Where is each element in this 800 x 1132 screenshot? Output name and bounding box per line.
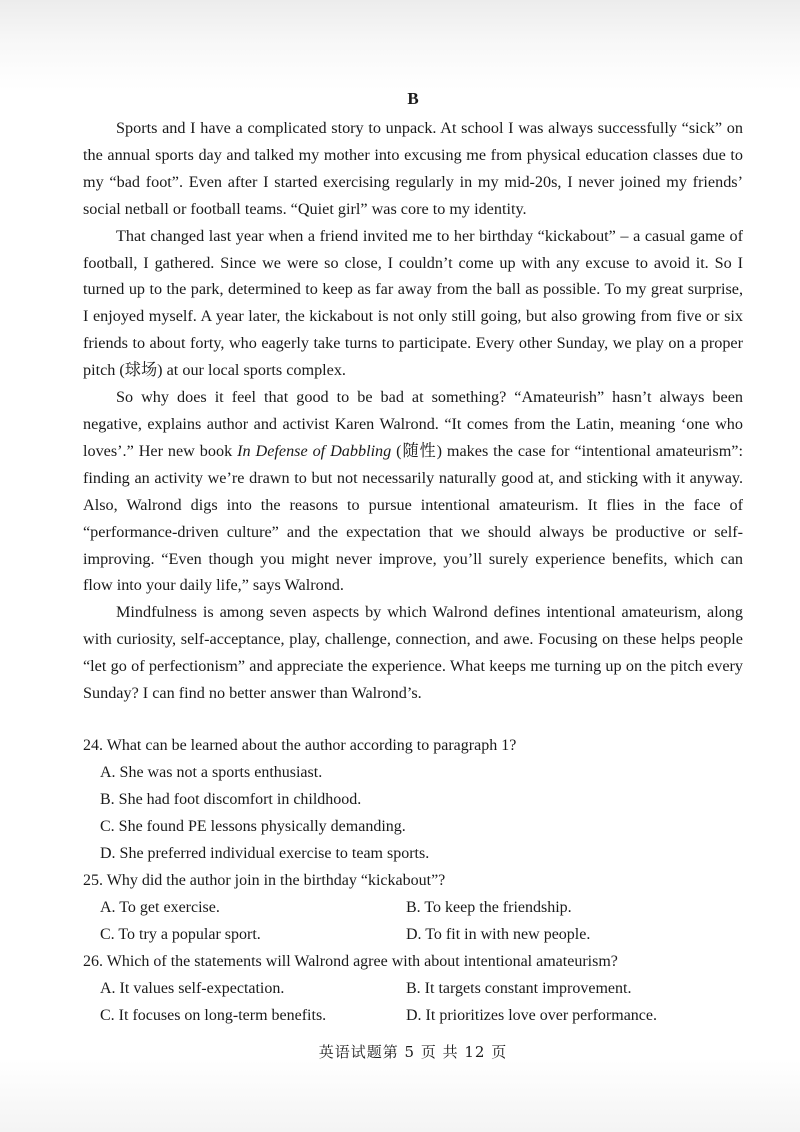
paragraph-2: That changed last year when a friend invited me to her birthday “kickabout” – a casual game of football, I gathered. Since we were so close, I couldn’t come up with any excuse to avoid it. So I turned up to the park, determined to keep as far away from the ball as possible. To my great surprise, I enjoyed myself. A year later, the kickabout is not only still going, but also growing from five or six friends to about forty, who eagerly take turns to participate. Every other Sunday, we play on a proper pitch (球场) at our local sports complex. [83, 226, 743, 380]
paragraph-1: Sports and I have a complicated story to unpack. At school I was always successfully “sick” on the annual sports day and talked my mother into excusing me from physical education classes due to my “bad foot”. Even after I started exercising regularly in my mid-20s, I never joined my friends’ social netball or football teams. “Quiet girl” was core to my identity. [83, 119, 743, 218]
option-d: D. She preferred individual exercise to team sports. [100, 845, 430, 862]
question-list [83, 732, 743, 1029]
option-c: C. It focuses on long-term benefits. [100, 1007, 327, 1024]
page-footer: 英语试题第 5 页 共 12 页 [318, 1043, 508, 1061]
option-c: C. To try a popular sport. [100, 926, 261, 943]
option-b: B. It targets constant improvement. [406, 980, 632, 997]
option-row [83, 921, 743, 948]
option-b: B. She had foot discomfort in childhood. [100, 791, 362, 808]
option-a: A. She was not a sports enthusiast. [100, 764, 323, 781]
paragraph-3-text-end: (随性) makes the case for “intentional amateurism”: finding an activity we’re drawn to but not necessarily naturally good at, and sticking with it anyway. Also, Walrond digs into the reasons to pursue intentional amateurism. It flies in the face of “performance-driven culture” and the expectation that we should always be productive or self-improving. “Even though you might never improve, you’ll surely experience benefits, which can flow into your daily life,” says Walrond. [83, 441, 743, 595]
option-d: D. To fit in with new people. [406, 926, 591, 943]
option-row [83, 1002, 743, 1029]
option-row [83, 894, 743, 921]
reading-passage [83, 115, 743, 707]
paragraph-3-text-start: So why does it feel that good to be bad at something? “Amateurish” hasn’t always been negative, explains author and activist Karen Walrond. “It comes from the Latin, meaning ‘one who loves’.” Her new book [83, 388, 743, 460]
option-d: D. It prioritizes love over performance. [406, 1007, 658, 1024]
question-26 [83, 948, 743, 1029]
question-stem: 26. Which of the statements will Walrond agree with about intentional amateurism? [83, 953, 618, 970]
question-stem: 24. What can be learned about the author according to paragraph 1? [83, 737, 517, 754]
section-title: B [407, 89, 419, 108]
question-25 [83, 867, 743, 948]
option-a: A. To get exercise. [100, 899, 220, 916]
paragraph-4: Mindfulness is among seven aspects by which Walrond defines intentional amateurism, along with curiosity, self-acceptance, play, challenge, connection, and awe. Focusing on these helps people “let go of perfectionism” and appreciate the experience. What keeps me turning up on the pitch every Sunday? I can find no better answer than Walrond’s. [83, 603, 743, 703]
book-title: In Defense of Dabbling [237, 441, 392, 460]
question-24 [83, 732, 743, 867]
option-a: A. It values self-expectation. [100, 980, 285, 997]
option-b: B. To keep the friendship. [406, 899, 572, 916]
paragraph-3 [83, 384, 743, 599]
option-row [83, 975, 743, 1002]
option-c: C. She found PE lessons physically demanding. [100, 818, 406, 835]
question-stem: 25. Why did the author join in the birthday “kickabout”? [83, 872, 446, 889]
